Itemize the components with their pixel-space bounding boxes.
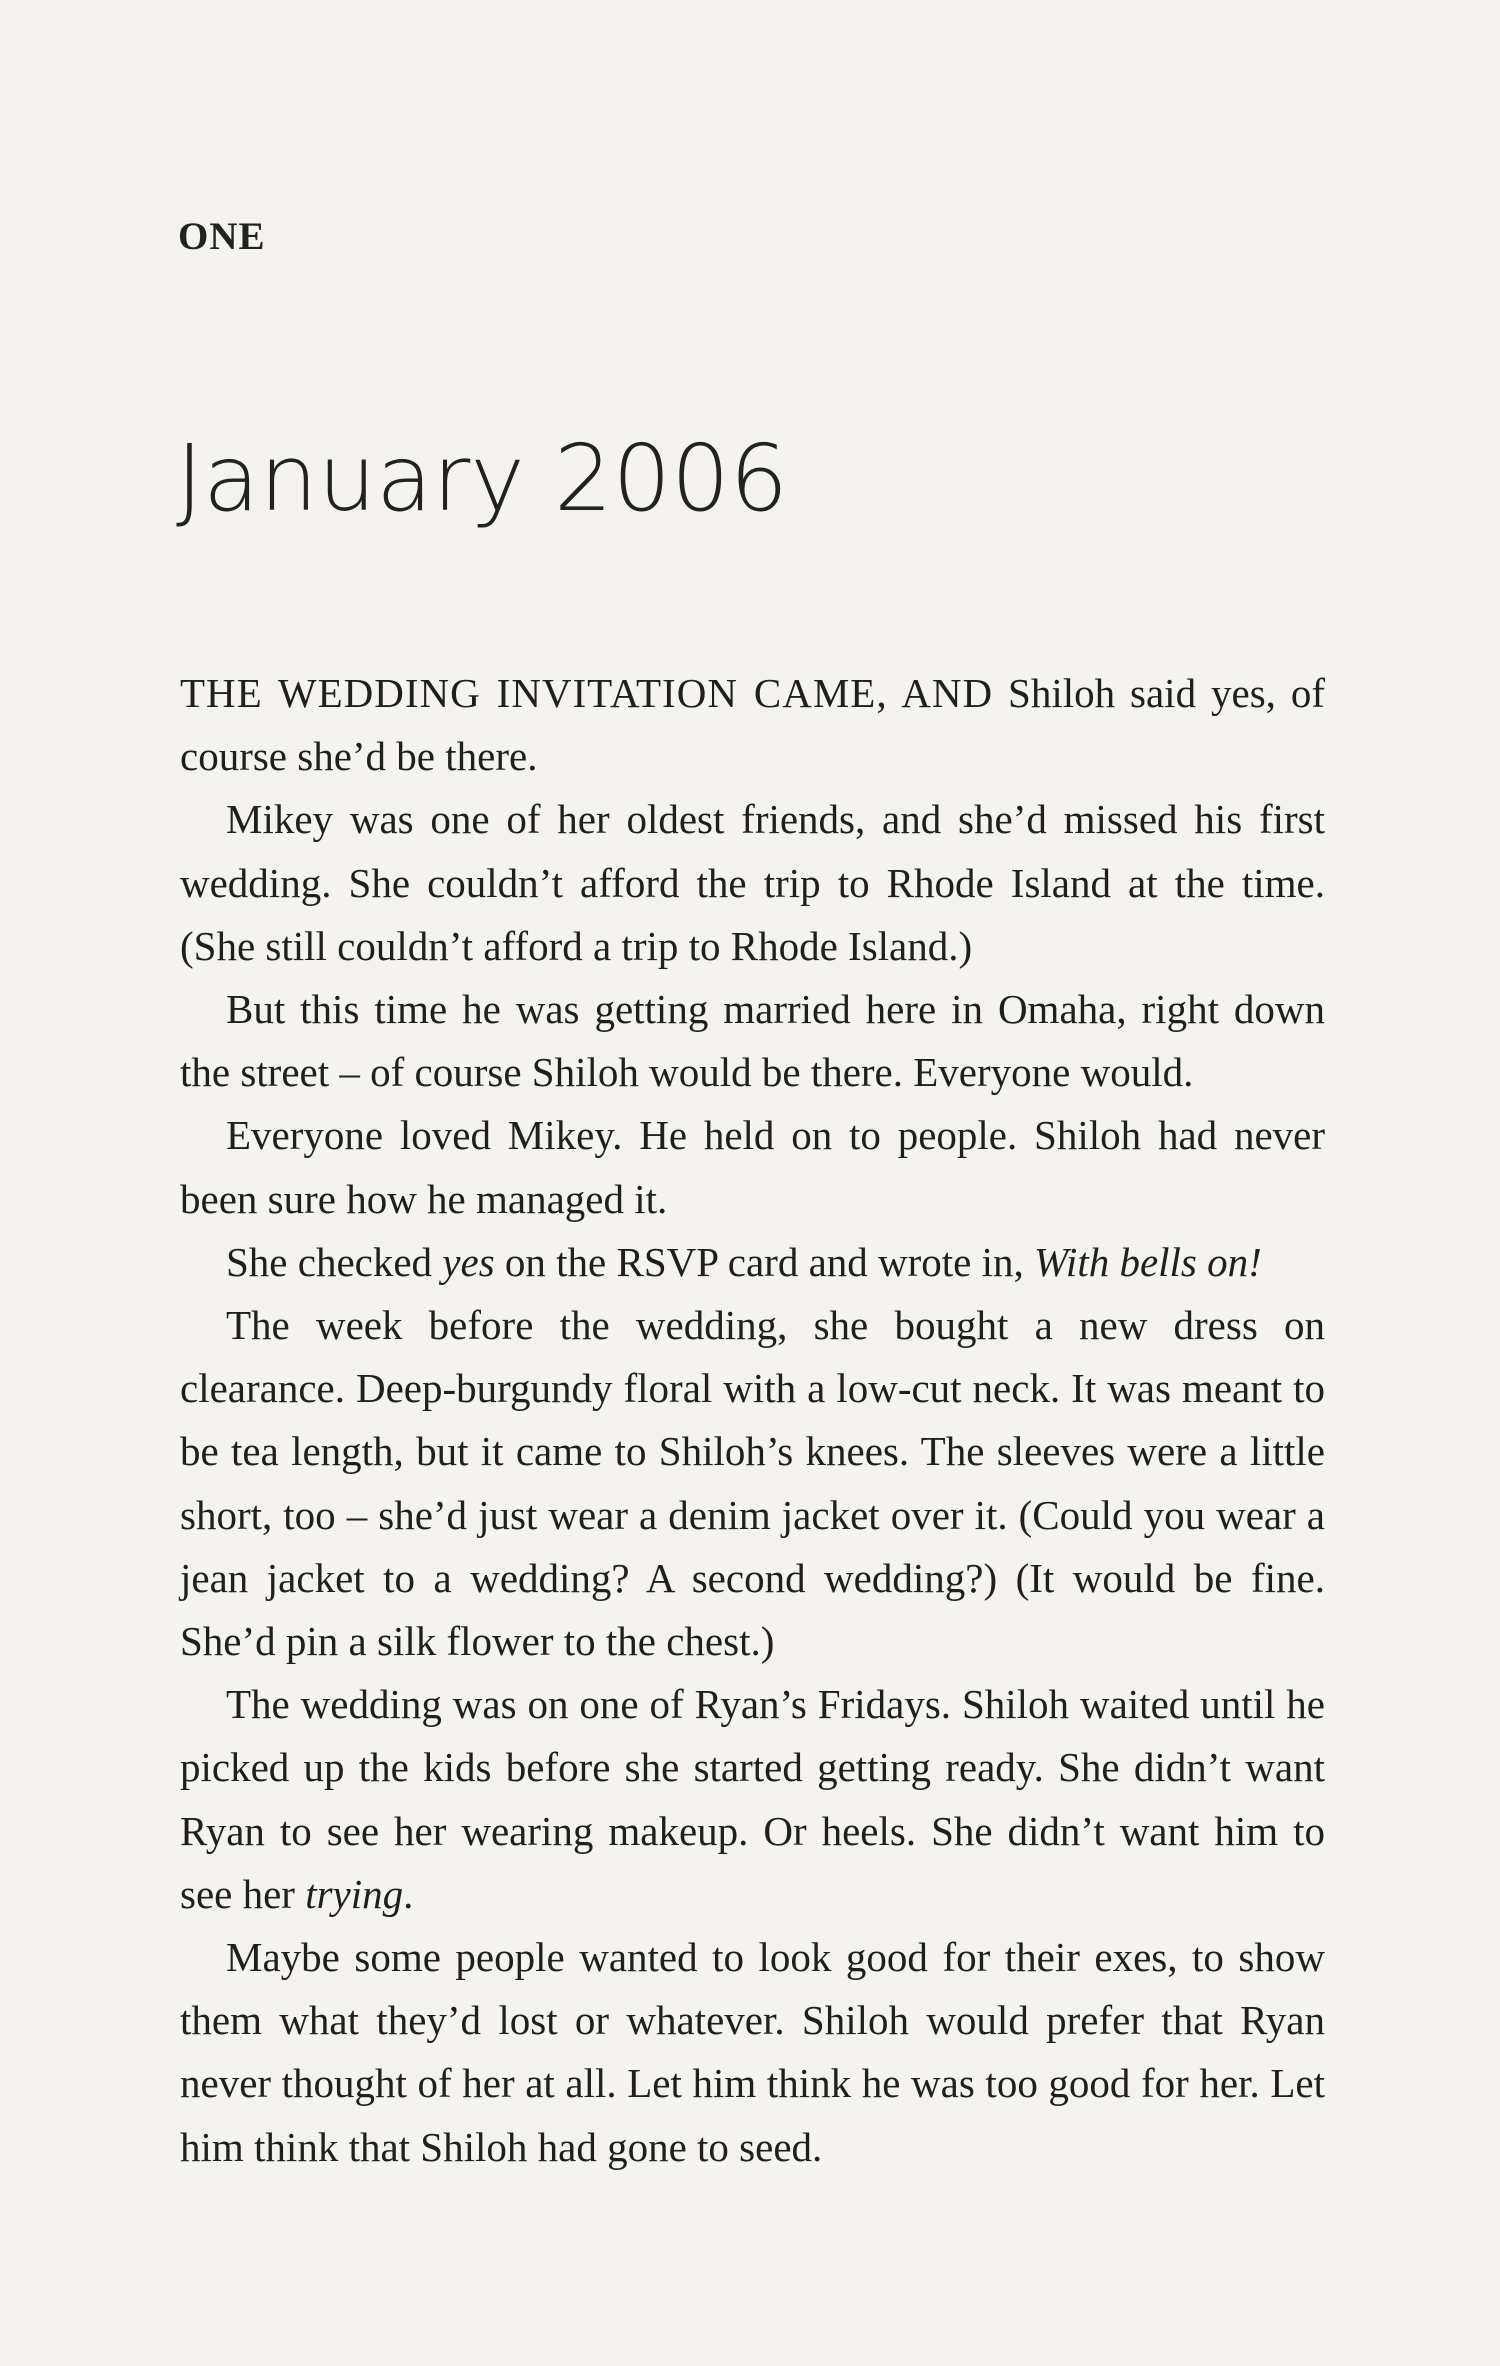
chapter-body <box>180 662 1325 2179</box>
italic-run: yes <box>442 1238 495 1285</box>
text-run: on the RSVP card and wrote in, <box>494 1238 1035 1285</box>
chapter-title: January 2006 <box>176 425 789 532</box>
paragraph: Everyone loved Mikey. He held on to people. Shiloh had never been sure how he managed it. <box>180 1112 1325 1222</box>
text-run: She checked <box>226 1238 443 1285</box>
paragraph: Maybe some people wanted to look good for their exes, to show them what they’d lost or whatever. Shiloh would prefer that Ryan never thought of her at all. Let him think he was too good for her. Let him think that Shiloh had gone to seed. <box>180 1934 1325 2170</box>
italic-run: trying <box>305 1870 404 1917</box>
text-run: . <box>403 1870 414 1917</box>
paragraph: Mikey was one of her oldest friends, and she’d missed his first wedding. She couldn’t afford the trip to Rhode Island at the time. (She still couldn’t afford a trip to Rhode Island.) <box>180 796 1325 969</box>
paragraph <box>180 1673 1325 1926</box>
chapter-label: ONE <box>178 215 266 258</box>
paragraph-text: Shiloh said yes, of course she’d be there. <box>180 670 1326 780</box>
paragraph <box>180 662 1325 788</box>
paragraph <box>180 1231 1325 1294</box>
opening-small-caps: THE WEDDING INVITATION CAME, AND <box>180 670 994 716</box>
text-run: The wedding was on one of Ryan’s Fridays. Shiloh waited until he picked up the kids before she started getting ready. She didn’t want Ryan to see her wearing makeup. Or heels. She didn’t want him to see her <box>180 1681 1325 1917</box>
italic-run: With bells on! <box>1034 1238 1262 1285</box>
paragraph: The week before the wedding, she bought a new dress on clearance. Deep-burgundy floral with a low-cut neck. It was meant to be tea length, but it came to Shiloh’s knees. The sleeves were a little short, too – she’d just wear a denim jacket over it. (Could you wear a jean jacket to a wedding? A second wedding?) (It would be fine. She’d pin a silk flower to the chest.) <box>180 1302 1325 1665</box>
paragraph: But this time he was getting married here in Omaha, right down the street – of course Shiloh would be there. Everyone would. <box>180 986 1325 1096</box>
